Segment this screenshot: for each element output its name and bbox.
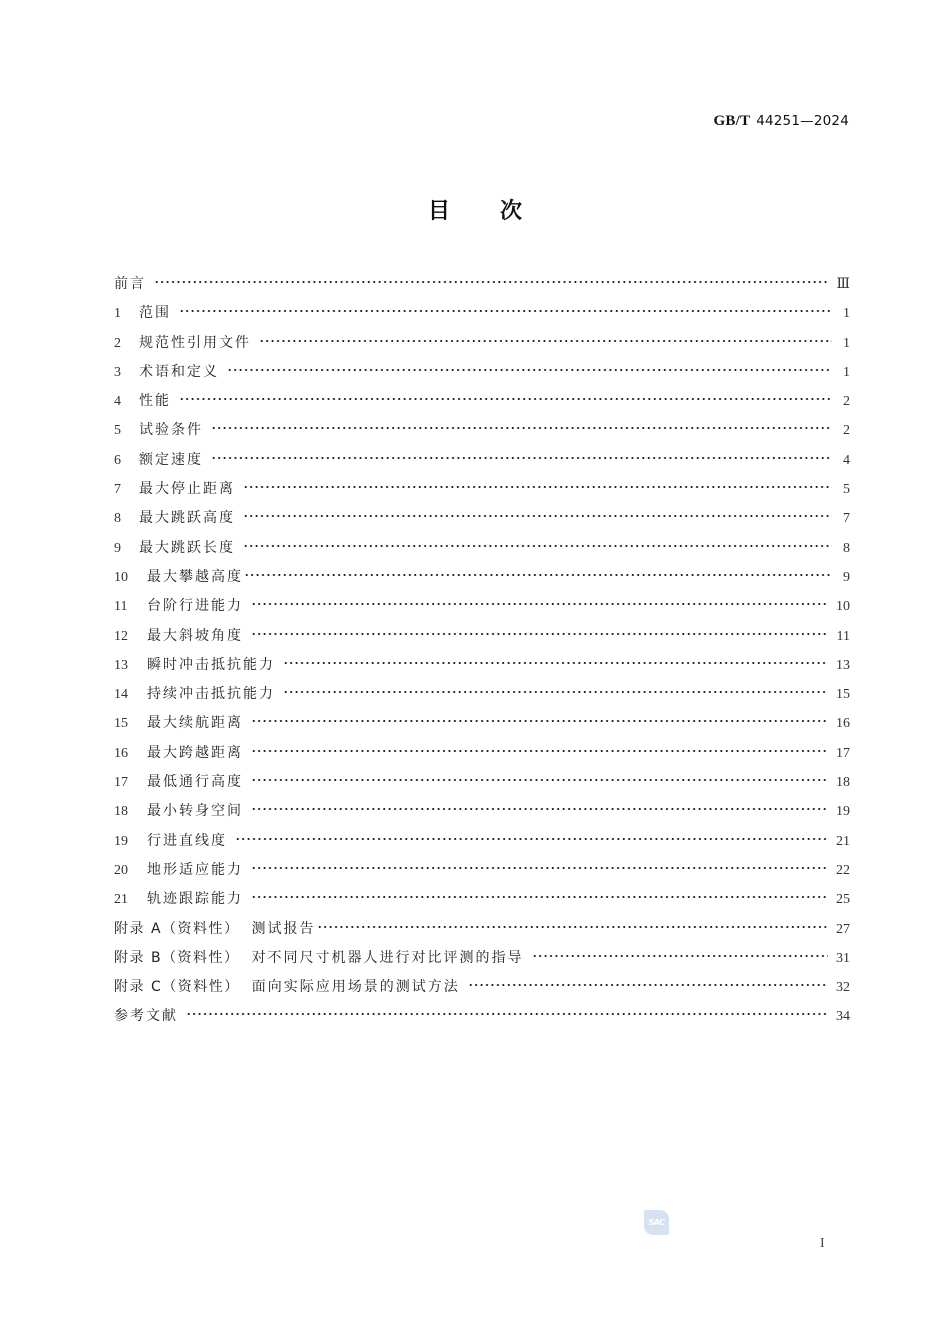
toc-entry-page: 2 [843,423,850,439]
toc-entry[interactable] [114,534,850,563]
toc-entry-number: 20 [114,862,128,878]
toc-entry[interactable] [114,622,850,651]
toc-entry[interactable] [114,827,850,856]
standard-code: 44251—2024 [756,113,849,129]
toc-entry-page: 1 [843,364,850,380]
toc-entry-number: 1 [114,306,121,322]
toc-entry-number: 14 [114,687,128,703]
toc-entry-label: 最大攀越高度 [147,568,243,585]
toc-entry[interactable] [114,329,850,358]
toc-entry-page: 16 [836,716,850,732]
appendix-label: 对不同尺寸机器人进行对比评测的指导 [251,949,524,966]
toc-entry-page: 11 [836,628,850,644]
dot-leader [251,804,828,814]
toc-entry-number: 15 [114,716,128,732]
appendix-label: 测试报告 [251,920,316,937]
toc-entry-number: 5 [114,423,121,439]
toc-entry-label: 地形适应能力 [147,861,243,878]
toc-entry-label: 瞬时冲击抵抗能力 [147,656,275,673]
toc-entry-number: 18 [114,804,128,820]
toc-entry-label: 术语和定义 [139,363,219,380]
toc-entry-page: 9 [843,569,850,585]
toc-entry-label: 最低通行高度 [147,774,243,791]
toc-entry-label: 额定速度 [139,451,203,468]
sac-logo-watermark: SAC [644,1210,669,1235]
toc-appendix-a[interactable] [114,915,850,944]
dot-leader [211,453,832,463]
toc-entry-page: 18 [836,775,850,791]
appendix-page: 31 [836,950,850,966]
toc-entry[interactable] [114,739,850,768]
toc-entry[interactable] [114,475,850,504]
toc-entry[interactable] [114,797,850,826]
toc-entry-page: Ⅲ [836,277,850,292]
toc-entry-label: 持续冲击抵抗能力 [147,686,275,703]
toc-entry-page: 34 [836,1009,850,1025]
dot-leader [283,658,828,668]
page-number: I [820,1236,825,1251]
toc-entry-page: 8 [843,540,850,556]
toc-entry-label: 最大跳跃长度 [139,539,235,556]
table-of-contents [114,270,850,1032]
toc-entry-page: 15 [836,687,850,703]
page-title [0,194,950,225]
toc-entry-label: 性能 [139,393,171,410]
dot-leader [468,980,828,990]
toc-entry-number: 12 [114,628,128,644]
toc-entry-label: 规范性引用文件 [139,334,251,351]
standard-prefix: GB/T [713,113,751,129]
toc-entry-number: 9 [114,540,121,556]
appendix-prefix: 附录 C（资料性） [114,979,240,996]
toc-entry[interactable] [114,856,850,885]
dot-leader [243,482,832,492]
toc-entry-page: 1 [843,335,850,351]
toc-entry-page: 21 [836,833,850,849]
dot-leader [317,922,828,932]
toc-entry-label: 最大停止距离 [139,481,235,498]
dot-leader [211,423,832,433]
toc-entry-label: 试验条件 [139,422,203,439]
dot-leader [251,629,829,639]
toc-entry[interactable] [114,709,850,738]
toc-entry[interactable] [114,299,850,328]
toc-entry-label: 参考文献 [114,1008,178,1025]
dot-leader [251,716,828,726]
toc-entry-label: 最小转身空间 [147,803,243,820]
toc-entry-label: 台阶行进能力 [147,598,243,615]
dot-leader [283,687,828,697]
toc-entry-number: 19 [114,833,128,849]
appendix-page: 27 [836,921,850,937]
toc-entry[interactable] [114,885,850,914]
toc-entry-number: 4 [114,394,121,410]
toc-entry-label: 最大斜坡角度 [147,627,243,644]
toc-entry-page: 1 [843,306,850,322]
dot-leader [227,365,832,375]
appendix-label: 面向实际应用场景的测试方法 [251,979,460,996]
dot-leader [244,570,832,580]
toc-entry-references[interactable] [114,1002,850,1031]
toc-entry-number: 11 [114,599,128,615]
toc-entry[interactable] [114,680,850,709]
standard-number [714,113,849,130]
toc-entry-number: 10 [114,569,128,585]
toc-entry-label: 前言 [114,276,146,292]
toc-entry-page: 25 [836,892,850,908]
title-char-2: 次 [500,199,523,224]
toc-entry[interactable] [114,387,850,416]
toc-entry[interactable] [114,504,850,533]
dot-leader [243,511,832,521]
dot-leader [186,1009,828,1019]
dot-leader [259,336,832,346]
toc-entry-page: 4 [843,452,850,468]
toc-entry-number: 7 [114,482,121,498]
toc-entry[interactable] [114,651,850,680]
toc-entry-page: 22 [836,862,850,878]
dot-leader [251,599,828,609]
dot-leader [251,892,828,902]
dot-leader [179,306,832,316]
toc-entry-number: 16 [114,745,128,761]
toc-entry[interactable] [114,563,850,592]
toc-entry-number: 2 [114,335,121,351]
toc-entry-number: 3 [114,364,121,380]
toc-entry-number: 21 [114,892,128,908]
toc-entry-page: 2 [843,394,850,410]
toc-entry-page: 19 [836,804,850,820]
dot-leader [179,394,832,404]
toc-entry-number: 17 [114,775,128,791]
toc-entry-foreword[interactable] [114,270,850,299]
toc-entry-page: 5 [843,482,850,498]
dot-leader [532,951,828,961]
toc-entry-label: 范围 [139,305,171,322]
dot-leader [251,746,828,756]
toc-entry-label: 行进直线度 [147,832,227,849]
toc-entry-page: 7 [843,511,850,527]
toc-entry[interactable] [114,416,850,445]
toc-entry-number: 6 [114,452,121,468]
toc-entry-label: 最大续航距离 [147,715,243,732]
dot-leader [235,834,828,844]
toc-appendix-c[interactable] [114,973,850,1002]
toc-appendix-b[interactable] [114,944,850,973]
toc-entry-number: 8 [114,511,121,527]
toc-entry-page: 17 [836,745,850,761]
toc-entry-number: 13 [114,657,128,673]
toc-entry-page: 10 [836,599,850,615]
toc-entry[interactable] [114,768,850,797]
toc-entry[interactable] [114,358,850,387]
toc-entry[interactable] [114,446,850,475]
appendix-page: 32 [836,980,850,996]
dot-leader [251,775,828,785]
toc-entry-label: 最大跳跃高度 [139,510,235,527]
appendix-prefix: 附录 A（资料性） [114,920,240,937]
toc-entry-label: 最大跨越距离 [147,744,243,761]
toc-entry[interactable] [114,592,850,621]
toc-entry-page: 13 [836,657,850,673]
dot-leader [243,541,832,551]
appendix-prefix: 附录 B（资料性） [114,949,240,966]
dot-leader [154,277,828,287]
toc-entry-label: 轨迹跟踪能力 [147,891,243,908]
title-char-1: 目 [427,199,450,224]
dot-leader [251,863,828,873]
